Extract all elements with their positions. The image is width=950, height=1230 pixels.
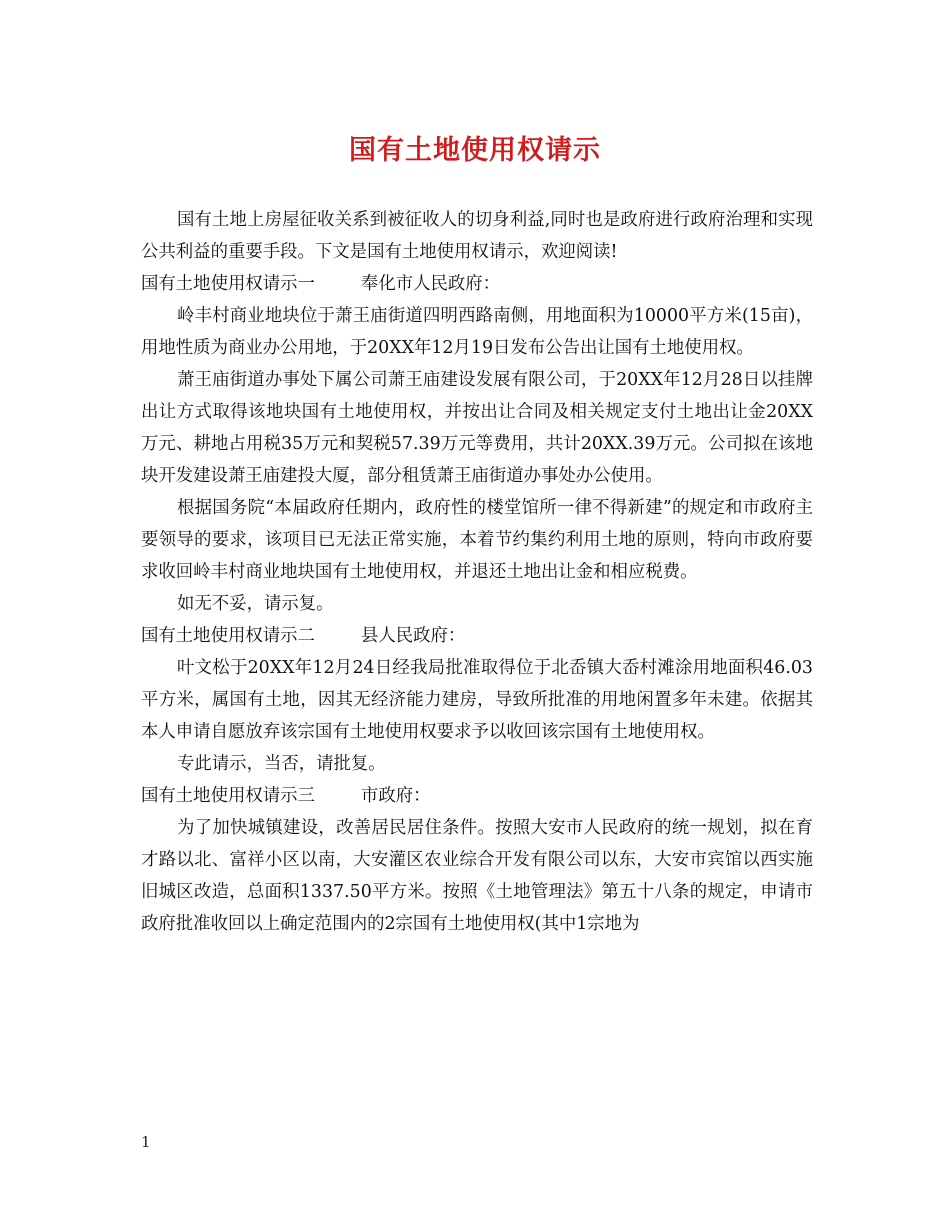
document-body bbox=[141, 204, 813, 940]
page-number: 1 bbox=[141, 1133, 151, 1151]
body-paragraph: 岭丰村商业地块位于萧王庙街道四明西路南侧，用地面积为10000平方米(15亩)，用地性质为商业办公用地，于20XX年12月19日发布公告出让国有土地使用权。 bbox=[141, 306, 813, 358]
section-heading: 国有土地使用权请示二 bbox=[141, 626, 315, 646]
body-paragraph: 为了加快城镇建设，改善居民居住条件。按照大安市人民政府的统一规划，拟在育才路以北、富祥小区以南，大安灌区农业综合开发有限公司以东，大安市宾馆以西实施旧城区改造，总面积1337.50平方米。按照《土地管理法》第五十八条的规定，申请市政府批准收回以上确定范围内的2宗国有土地使用权(其中1宗地为 bbox=[141, 818, 813, 934]
section-addressee: 奉化市人民政府： bbox=[360, 274, 501, 294]
section-heading-line bbox=[141, 780, 813, 812]
body-paragraph: 叶文松于20XX年12月24日经我局批准取得位于北岙镇大岙村滩涂用地面积46.03平方米，属国有土地，因其无经济能力建房，导致所批准的用地闲置多年未建。依据其本人申请自愿放弃该宗国有土地使用权要求予以收回该宗国有土地使用权。 bbox=[141, 658, 813, 742]
section-addressee: 市政府： bbox=[360, 786, 431, 806]
intro-paragraph: 国有土地上房屋征收关系到被征收人的切身利益,同时也是政府进行政府治理和实现公共利益的重要手段。下文是国有土地使用权请示，欢迎阅读! bbox=[141, 210, 813, 262]
section-addressee: 县人民政府： bbox=[360, 626, 466, 646]
body-paragraph: 专此请示，当否，请批复。 bbox=[177, 754, 386, 774]
section-heading-line bbox=[141, 268, 813, 300]
body-paragraph: 萧王庙街道办事处下属公司萧王庙建设发展有限公司，于20XX年12月28日以挂牌出让方式取得该地块国有土地使用权，并按出让合同及相关规定支付土地出让金20XX万元、耕地占用税35万元和契税57.39万元等费用，共计20XX.39万元。公司拟在该地块开发建设萧王庙建投大厦，部分租赁萧王庙街道办事处办公使用。 bbox=[141, 370, 813, 486]
document-title: 国有土地使用权请示 bbox=[349, 135, 601, 166]
body-paragraph: 如无不妥，请示复。 bbox=[177, 594, 334, 614]
section-heading-line bbox=[141, 620, 813, 652]
body-paragraph: 根据国务院“本届政府任期内，政府性的楼堂馆所一律不得新建”的规定和市政府主要领导的要求，该项目已无法正常实施，本着节约集约利用土地的原则，特向市政府要求收回岭丰村商业地块国有土地使用权，并退还土地出让金和相应税费。 bbox=[141, 498, 813, 582]
section-heading: 国有土地使用权请示一 bbox=[141, 274, 315, 294]
section-heading: 国有土地使用权请示三 bbox=[141, 786, 315, 806]
